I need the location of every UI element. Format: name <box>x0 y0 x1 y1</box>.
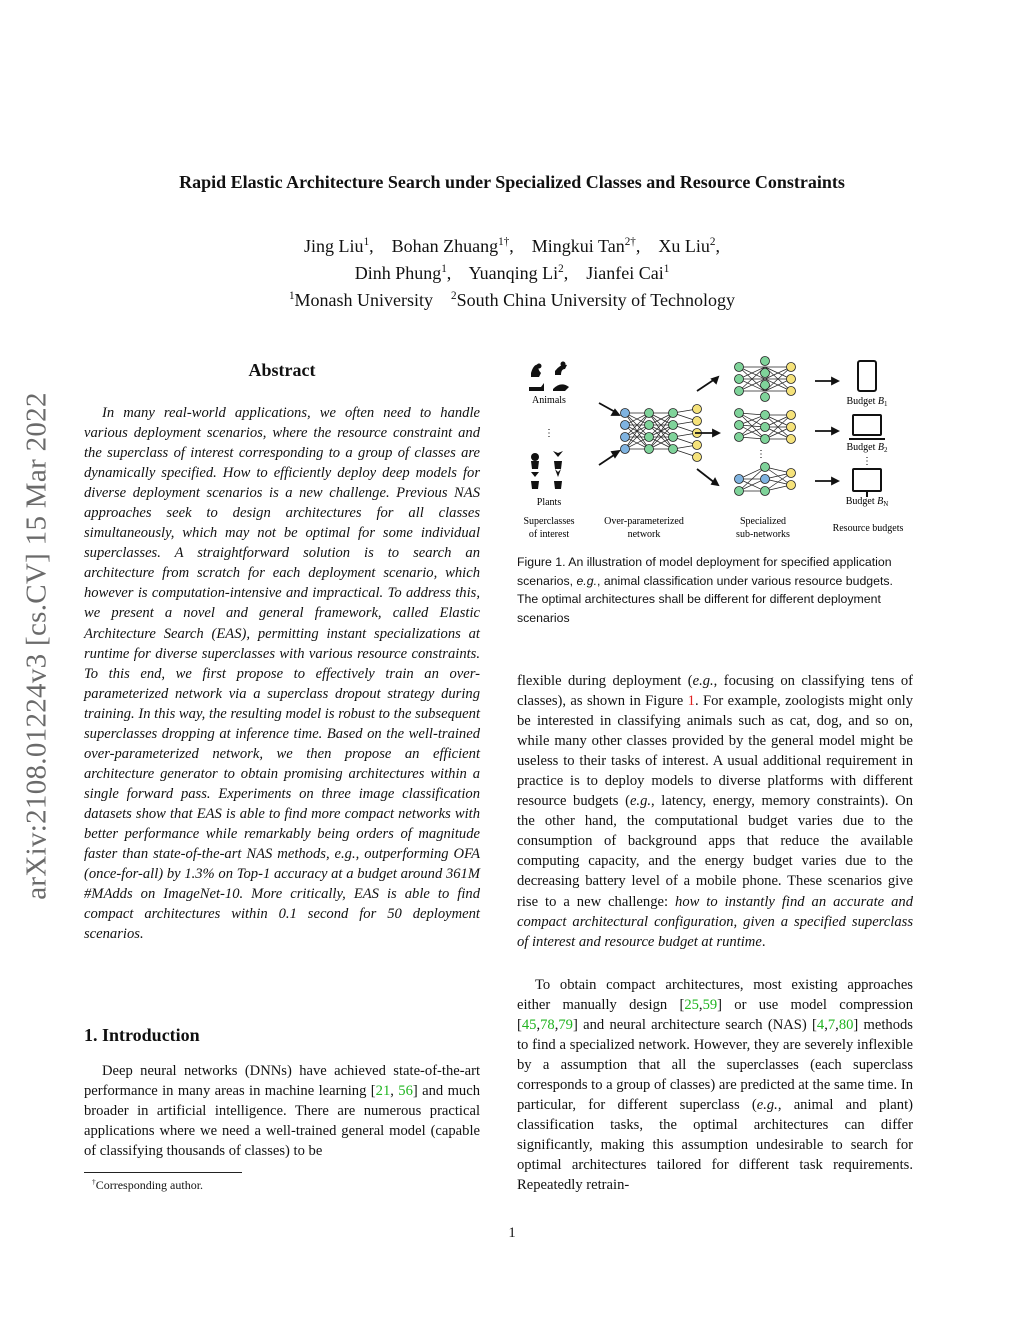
figure-caption: Figure 1. An illustration of model deployment for specified application scenarios, e.g., animal classification under various resource budgets. The optimal architectures shall be different for different deployment scenarios <box>517 555 893 625</box>
label-overparam: Over-parameterized <box>604 516 684 527</box>
author-sup: 1 <box>441 263 447 275</box>
author: Mingkui Tan <box>531 236 625 256</box>
abstract-heading: Abstract <box>248 360 316 380</box>
vertical-ellipsis: ⋮ <box>544 428 554 439</box>
figure-ref-link[interactable]: 1 <box>687 693 695 710</box>
body-paragraph: To obtain compact architectures, most existing approaches either manually design [25,59] or use model compression [45,78,79] and neural architecture search (NAS) [4,7,80] methods to find a specialized network. However, they are severely inflexible by a assumption that all the superclasses (each superclass corresponds to a group of classes) are predicted at the same time. In particular, for different superclass (e.g., animal and plant) classification tasks, the optimal architectures can differ significantly, making this assumption undesirable to search for optimal architectures tailored for different task requirements. Repeatedly retrain- <box>517 977 914 1194</box>
vertical-ellipsis: ⋮ <box>756 449 766 460</box>
author-line-2: Dinh Phung$^1$, Yuanqing Li$^2$, Jianfei Cai$^1$ <box>354 263 670 283</box>
subnetwork-2 <box>735 409 796 444</box>
affil-sup: 2 <box>451 290 457 302</box>
footnote-rule <box>84 1172 242 1173</box>
citation-link[interactable]: 7 <box>827 1017 836 1034</box>
author-sup: 2 <box>558 263 564 275</box>
affiliation: South China University of Technology <box>456 290 736 310</box>
arxiv-stamp: arXiv:2108.01224v3 [cs.CV] 15 Mar 2022 <box>20 392 53 900</box>
label-resource-budgets: Resource budgets <box>832 523 904 534</box>
citation-link[interactable]: 56 <box>398 1083 413 1100</box>
label-superclasses-2: of interest <box>528 529 570 540</box>
subnetwork-n <box>735 463 796 496</box>
citation-link[interactable]: 80 <box>838 1017 854 1034</box>
citation-link[interactable]: 79 <box>558 1017 573 1034</box>
author: Jing Liu <box>304 236 364 256</box>
author-list <box>60 233 964 287</box>
affiliations <box>60 290 964 311</box>
budget-label-1: Budget $B_1$ <box>846 396 888 408</box>
footnote: †Corresponding author. <box>92 1177 204 1192</box>
author-line-1: Jing Liu$^1$, Bohan Zhuang$^{1\dagger}$, Mingkui Tan$^{2\dagger}$, Xu Liu$^2$, <box>304 236 720 256</box>
page-number: 1 <box>508 1225 516 1241</box>
author: Dinh Phung <box>354 263 442 283</box>
label-specialized: Specialized <box>739 516 787 527</box>
author-sup: 1 <box>663 263 670 275</box>
label-overparam-2: network <box>627 529 661 540</box>
citation-link[interactable]: 4 <box>816 1017 825 1034</box>
body-paragraph: flexible during deployment (e.g., focusing on classifying tens of classes), as shown in Figure 1. For example, zoologists might only be interested in classifying animals such as cat, dog, and so on, while many other classes provided by the general model might be useless to their tasks of interest. A usual additional requirement in practice is to deploy models to diverse platforms with different resource budgets (e.g., latency, energy, memory constraints). On the other hand, the computational budget varies due to the consumption of background apps that reduce the available computing capacity, and the energy budget varies due to the decreasing battery level of a mobile phone. These scenarios give rise to a new challenge: how to instantly find an accurate and compact architectural configuration, given a specified superclass of interest and resource budget at runtime. <box>517 673 914 950</box>
affil-sup: 1 <box>288 290 295 302</box>
section-heading: 1. Introduction <box>84 1025 200 1045</box>
label-superclasses: Superclasses <box>523 516 575 527</box>
citation-link[interactable]: 59 <box>702 997 718 1014</box>
figure-1 <box>517 353 917 548</box>
author-sup: 2 <box>709 236 716 248</box>
budget-label-n: Budget $B_N$ <box>845 496 889 508</box>
author: Xu Liu <box>658 236 710 256</box>
budget-arrows <box>815 378 838 484</box>
citation-link[interactable]: 45 <box>521 1017 537 1034</box>
affiliation: Monash University <box>294 290 434 310</box>
citation-link[interactable]: 78 <box>540 1017 555 1034</box>
overparam-network <box>621 405 702 462</box>
abstract-body: In many real-world applications, we often need to handle various deployment scenarios, where the resource constraint and the superclass of interest corresponding to a group of classes are dynamically specified. How to efficiently deploy deep models for diverse deployment scenarios is a new challenge. Previous NAS approaches seek to design architectures for all classes simultaneously, which may not be optimal for some individual superclasses. A straightforward solution is to search an architecture from scratch for each deployment scenario, which however is computation-intensive and impractical. To address this, we present a novel and general framework, called Elastic Architecture Search (EAS), permitting instant specializations at runtime for diverse superclasses with various resource constraints. To this end, we first propose to effectively train an over-parameterized network via a superclass dropout strategy during training. In this way, the resulting model is robust to the subsequent superclasses dropping at inference time. Based on the well-trained over-parameterized network, we then propose an efficient architecture generator to obtain promising architectures within a single forward pass. Experiments on three image classification datasets show that EAS is able to find more compact networks with better performance while remarkably being orders of magnitude faster than state-of-the-art NAS methods, e.g., outperforming OFA (once-for-all) by 1.3% on Top-1 accuracy at a budget around 361M #MAdds on ImageNet-10. More critically, EAS is able to find compact architectures within 0.1 second for 50 deployment scenarios. <box>84 405 480 943</box>
citation-link[interactable]: 21 <box>375 1083 391 1100</box>
label-plants: Plants <box>536 497 562 508</box>
label-animals: Animals <box>532 395 566 406</box>
author: Bohan Zhuang <box>391 236 499 256</box>
citation-link[interactable]: 25 <box>684 997 699 1014</box>
device-icons <box>849 361 885 497</box>
author-sup: 2† <box>624 236 636 248</box>
vertical-ellipsis: ⋮ <box>862 456 872 467</box>
intro-paragraph: Deep neural networks (DNNs) have achieved state-of-the-art performance in many areas in machine learning [21, 56] and much broader in artificial intelligence. There are numerous practical applications where we need a well-trained general model (capable of classifying thousands of classes) to be <box>84 1063 481 1160</box>
author-sup: 1 <box>363 236 370 248</box>
plant-icons <box>531 451 563 489</box>
budget-label-2: Budget $B_2$ <box>846 442 888 454</box>
subnetwork-1 <box>735 357 796 402</box>
author: Yuanqing Li <box>468 263 559 283</box>
animal-icons <box>529 362 569 392</box>
author: Jianfei Cai <box>586 263 664 283</box>
input-arrows <box>599 403 619 465</box>
label-specialized-2: sub-networks <box>736 529 790 540</box>
author-sup: 1† <box>498 236 510 248</box>
paper-title: Rapid Elastic Architecture Search under Specialized Classes and Resource Constraints <box>179 172 845 192</box>
